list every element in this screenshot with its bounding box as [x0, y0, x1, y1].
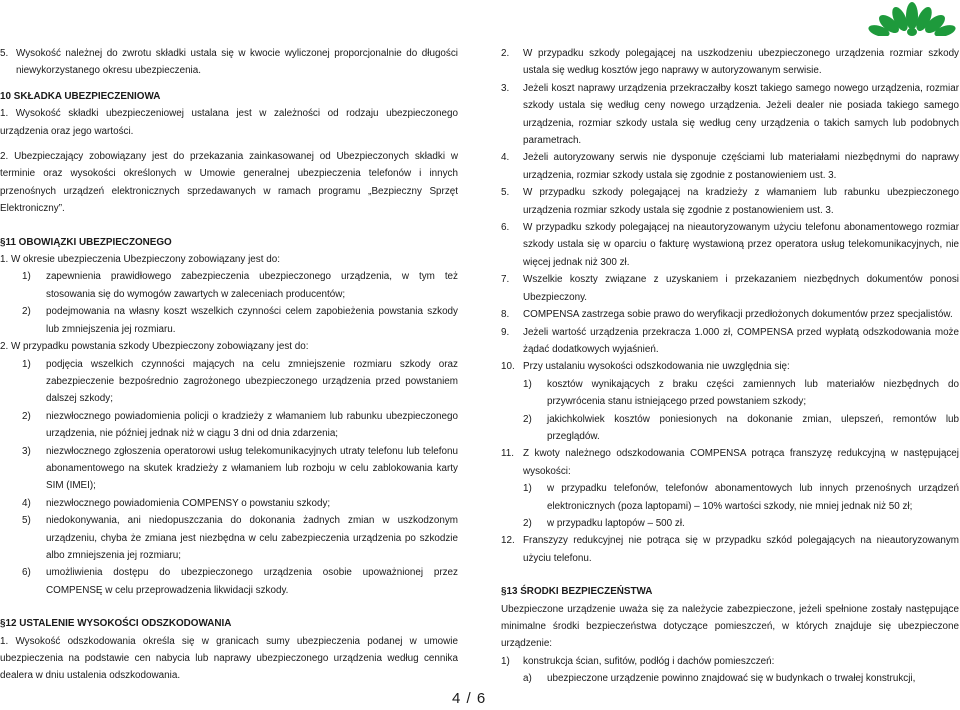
list-item: [501, 184, 959, 219]
section-13-heading: §13 ŚRODKI BEZPIECZEŃSTWA: [501, 586, 653, 598]
list-item: [523, 515, 959, 532]
list-item-text: ubezpieczone urządzenie powinno znajdować się w budynkach o trwałej konstrukcji,: [547, 673, 916, 685]
paragraph-number: 5.: [0, 48, 9, 59]
list-item: [22, 564, 458, 599]
company-logo-icon: [864, 0, 960, 36]
list-item-number: 5.: [501, 187, 510, 199]
list-item: [22, 495, 458, 512]
list-item-number: a): [523, 673, 532, 685]
right-column: [501, 45, 959, 688]
section-12-heading: §12 USTALENIE WYSOKOŚCI ODSZKODOWANIA: [0, 618, 232, 630]
list-item: [523, 670, 959, 687]
list-item: [501, 80, 959, 150]
list-item-text: COMPENSA zastrzega sobie prawo do weryfikacji przedłożonych dokumentów przez specjalistów.: [523, 309, 953, 321]
list-item-text: Franszyzy redukcyjnej nie potrąca się w przypadku szkód polegających na nieautoryzowanym użyciu telefonu.: [523, 535, 959, 564]
list-item: [501, 532, 959, 567]
list-item: [22, 443, 458, 495]
list-item-text: Jeżeli koszt naprawy urządzenia przekraczałby koszt takiego samego nowego urządzenia, rozmiar szkody ustala się według ceny nowego urządzenia. Jeżeli dealer nie posiada takiego samego urządzenia, rozmiar szkody ustala się według ceny urządzenia o takich samych lub podobnych parametrach.: [523, 82, 959, 147]
list-item-number: 6): [22, 567, 31, 579]
section-10-point-1: 1. Wysokość składki ubezpieczeniowej ustalana jest w zależności od rodzaju ubezpieczonego urządzenia oraz jego wartości.: [0, 108, 458, 137]
paragraph-text: Wysokość należnej do zwrotu składki ustala się w kwocie wyliczonej proporcjonalnie do długości niewykorzystanego okresu ubezpieczenia.: [16, 48, 458, 77]
list-item-text: kosztów wynikających z braku części zamiennych lub materiałów niezbędnych do przywrócenia stanu istniejącego przed powstaniem szkody;: [547, 378, 959, 408]
list-item-number: 6.: [501, 222, 510, 234]
list-item-text: zapewnienia prawidłowego zabezpieczenia ubezpieczonego urządzenia, w tym też stosowania się do wymogów zawartych w zaleceniach producentów;: [46, 271, 458, 300]
list-item-number: 11.: [501, 448, 514, 460]
list-item: [501, 445, 959, 480]
list-item: [501, 306, 959, 323]
list-item-text: niezwłocznego zgłoszenia operatorowi usług telekomunikacyjnych utraty telefonu lub telefonu abonamentowego na skutek kradzieży z włamaniem lub rozboju w celu zablokowania karty SIM (IMEI);: [46, 445, 458, 492]
list-item-text: umożliwienia dostępu do ubezpieczonego urządzenia osobie upoważnionej przez COMPENSĘ w celu przeprowadzenia likwidacji szkody.: [46, 567, 458, 596]
list-item-number: 1): [22, 271, 31, 283]
list-item-number: 12.: [501, 535, 515, 547]
list-item-text: Przy ustalaniu wysokości odszkodowania nie uwzględnia się:: [523, 361, 790, 373]
list-item-text: W przypadku szkody polegającej na uszkodzeniu ubezpieczonego urządzenia rozmiar szkody ustala się według kosztów jego naprawy w autoryzowanym serwisie.: [523, 48, 959, 77]
list-item: [501, 45, 959, 80]
section-11-heading: §11 OBOWIĄZKI UBEZPIECZONEGO: [0, 236, 172, 248]
list-item-text: Z kwoty należnego odszkodowania COMPENSA potrąca franszyzę redukcyjną w następującej wysokości:: [523, 448, 959, 477]
list-item: [501, 324, 959, 359]
list-item-text: W przypadku szkody polegającej na nieautoryzowanym użyciu telefonu abonamentowego rozmiar szkody ustala się w oparciu o fakturę wystawioną przez operatora usług telekomunikacyjnych, nie więcej jednak niż 300 zł.: [523, 222, 959, 268]
list-item: [501, 358, 959, 375]
list-item: [501, 653, 959, 670]
list-item-number: 3): [22, 445, 31, 457]
paragraph-5: [0, 45, 458, 80]
list-item: [22, 356, 458, 408]
list-item-number: 3.: [501, 82, 510, 94]
list-item-text: niedokonywania, ani niedopuszczania do dokonania żadnych zmian w uszkodzonym urządzeniu, chyba że zmiana jest niezbędna w celu zabezpieczenia urządzenia po szkodzie albo zmniejszenia jej rozmiaru;: [46, 515, 458, 561]
section-13-intro: Ubezpieczone urządzenie uważa się za należycie zabezpieczone, jeżeli spełnione zostały następujące minimalne środki bezpieczeństwa dotyczące pomieszczeń, w których znajduje się ubezpieczone urządzenie:: [501, 603, 959, 650]
list-item: [501, 149, 959, 184]
section-12-point-1: 1. Wysokość odszkodowania określa się w granicach sumy ubezpieczenia podanej w umowie ubezpieczenia na podstawie cen nabycia lub naprawy ubezpieczonego urządzenia według cennika dealera w dniu ustalenia odszkodowania.: [0, 635, 458, 682]
list-item: [22, 268, 458, 303]
list-item-number: 9.: [501, 326, 510, 338]
list-item-text: podjęcia wszelkich czynności mających na celu zmniejszenie rozmiaru szkody oraz zabezpieczenie bezpośrednio zagrożonego ubezpieczonego urządzenia przed powstaniem dalszej szkody;: [46, 358, 458, 405]
list-item-text: konstrukcja ścian, sufitów, podłóg i dachów pomieszczeń:: [523, 655, 775, 667]
list-item-text: w przypadku telefonów, telefonów abonamentowych lub innych przenośnych urządzeń elektronicznych (poza laptopami) – 10% wartości szkody, nie mniej jednak niż 50 zł;: [547, 483, 959, 512]
list-item: [501, 271, 959, 306]
list-item: [22, 303, 458, 338]
list-item-text: w przypadku laptopów – 500 zł.: [547, 517, 685, 529]
list-item-number: 1): [22, 358, 31, 370]
section-10-heading: 10 SKŁADKA UBEZPIECZENIOWA: [0, 90, 161, 102]
section-11-point-1: 1. W okresie ubezpieczenia Ubezpieczony zobowiązany jest do:: [0, 254, 280, 266]
list-item-number: 2.: [501, 48, 510, 59]
list-item: [22, 408, 458, 443]
list-item-number: 2): [523, 413, 532, 425]
list-item-number: 4): [22, 497, 31, 509]
list-item-number: 4.: [501, 152, 510, 164]
list-item-number: 5): [22, 515, 31, 527]
list-item: [22, 512, 458, 564]
left-column: [0, 45, 458, 685]
list-item-text: podejmowania na własny koszt wszelkich czynności celem zapobieżenia powstania szkody lub zmniejszenia jej rozmiaru.: [46, 306, 458, 335]
list-item-number: 1): [501, 655, 510, 667]
page-number: 4 / 6: [452, 690, 487, 707]
section-10-point-2: 2. Ubezpieczający zobowiązany jest do przekazania zainkasowanej od Ubezpieczonych składki w terminie oraz wysokości określonych w Umowie generalnej ubezpieczenia telefonów i innych przenośnych urządzeń elektronicznych sprzedawanych w ramach programu „Bezpieczny Sprzęt Elektroniczny”.: [0, 151, 458, 215]
list-item-text: W przypadku szkody polegającej na kradzieży z włamaniem lub rabunku ubezpieczonego urządzenia rozmiar szkody ustala się zgodnie z postanowieniem ust. 3.: [523, 187, 959, 216]
list-item: [523, 480, 959, 515]
list-item: [523, 376, 959, 411]
list-item-number: 8.: [501, 309, 510, 321]
list-item-text: niezwłocznego powiadomienia policji o kradzieży z włamaniem lub rabunku ubezpieczonego urządzenia, nie później jednak niż w ciągu 3 dni od dnia zdarzenia;: [46, 410, 458, 440]
list-item-number: 2): [22, 410, 31, 422]
list-item-text: Wszelkie koszty związane z uzyskaniem i przekazaniem niezbędnych dokumentów ponosi Ubezpieczony.: [523, 274, 959, 303]
list-item: [501, 219, 959, 271]
list-item-number: 2): [523, 517, 532, 529]
list-item-number: 1): [523, 483, 532, 495]
list-item-number: 1): [523, 378, 532, 390]
list-item-text: Jeżeli autoryzowany serwis nie dysponuje częściami lub materiałami niezbędnymi do naprawy urządzenia, rozmiar szkody ustala się zgodnie z postanowieniem ust. 3.: [523, 152, 959, 181]
list-item-text: jakichkolwiek kosztów poniesionych na dokonanie zmian, ulepszeń, remontów lub przeglądów.: [547, 413, 959, 442]
list-item-number: 10.: [501, 361, 515, 373]
list-item-text: niezwłocznego powiadomienia COMPENSY o powstaniu szkody;: [46, 497, 331, 509]
list-item-number: 7.: [501, 274, 510, 286]
list-item-text: Jeżeli wartość urządzenia przekracza 1.000 zł, COMPENSA przed wypłatą odszkodowania może żądać dodatkowych wyjaśnień.: [523, 326, 959, 355]
list-item-number: 2): [22, 306, 31, 318]
list-item: [523, 411, 959, 446]
section-11-point-2: 2. W przypadku powstania szkody Ubezpieczony zobowiązany jest do:: [0, 341, 309, 353]
